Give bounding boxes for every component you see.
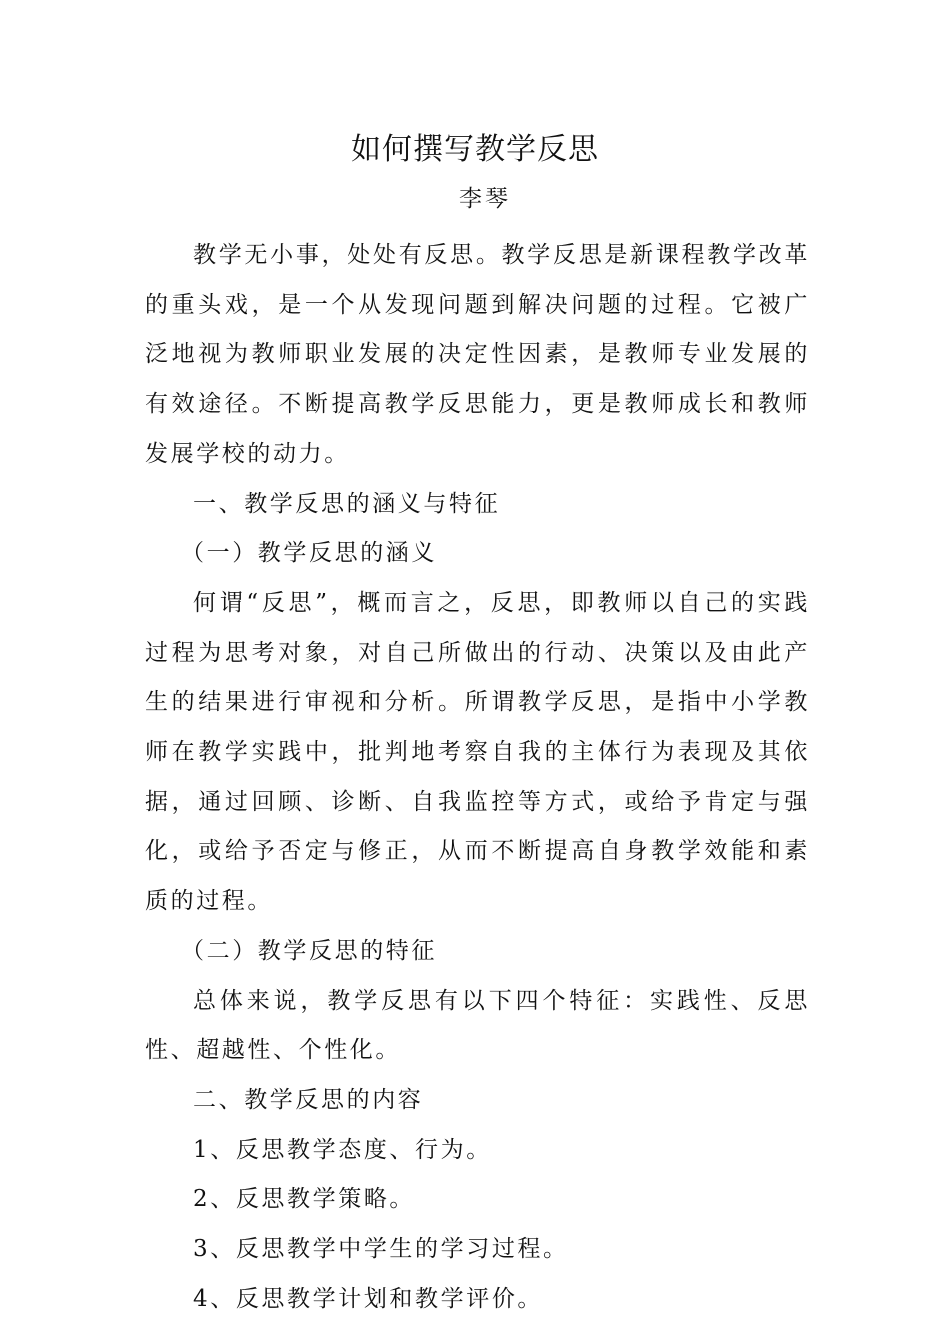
list-item: 4、反思教学计划和教学评价。: [193, 1285, 544, 1312]
section-heading-1: 一、教学反思的涵义与特征: [193, 490, 501, 517]
definition-paragraph: 何谓“反思”，概而言之，反思，即教师以自己的实践过程为思考对象，对自己所做出的行动、决策以及由此产生的结果进行审视和分析。所谓教学反思，是指中小学教师在教学实践中，批判地考察自我的主体行为表现及其依据，通过回顾、诊断、自我监控等方式，或给予肯定与强化，或给予否定与修正，从而不断提高自身教学效能和素质的过程。: [145, 589, 810, 915]
intro-paragraph: 教学无小事，处处有反思。教学反思是新课程教学改革的重头戏，是一个从发现问题到解决问题的过程。它被广泛地视为教师职业发展的决定性因素，是教师专业发展的有效途径。不断提高教学反思能力，更是教师成长和教师发展学校的动力。: [145, 242, 810, 467]
features-paragraph: 总体来说，教学反思有以下四个特征：实践性、反思性、超越性、个性化。: [145, 987, 810, 1064]
document-author: 李琴: [459, 186, 511, 212]
list-item: 2、反思教学策略。: [193, 1186, 416, 1213]
subsection-heading-2: （二）教学反思的特征: [181, 937, 437, 964]
document-title: 如何撰写教学反思: [351, 132, 599, 167]
section-heading-2: 二、教学反思的内容: [193, 1086, 424, 1113]
list-item: 1、反思教学态度、行为。: [193, 1136, 492, 1163]
list-item: 3、反思教学中学生的学习过程。: [193, 1236, 569, 1263]
subsection-heading-1: （一）教学反思的涵义: [181, 540, 437, 567]
document-body: [145, 231, 810, 1324]
